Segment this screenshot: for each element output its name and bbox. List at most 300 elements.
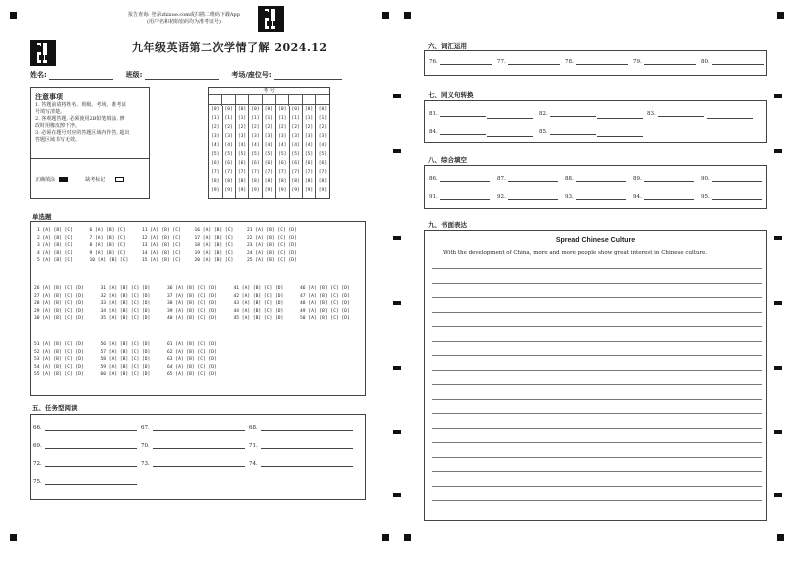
item-number: 74.	[249, 461, 258, 467]
exam-id-digit-bubble[interactable]: [6]	[304, 161, 314, 166]
writing-line[interactable]	[432, 283, 762, 284]
exam-id-digit-bubble[interactable]: [9]	[211, 188, 220, 193]
exam-id-digit-bubble[interactable]: [7]	[211, 170, 220, 175]
task-reading-box	[30, 414, 366, 500]
exam-id-column	[209, 106, 223, 198]
seat-field[interactable]	[274, 72, 342, 80]
mc-question[interactable]: 8 [A] [B] [C]	[89, 243, 126, 248]
answer-line[interactable]	[45, 461, 137, 467]
exam-id-digit-bubble[interactable]: [3]	[251, 134, 260, 139]
exam-id-digit-bubble[interactable]: [2]	[264, 125, 273, 130]
timing-mark	[393, 236, 401, 240]
item-number: 89.	[633, 176, 642, 182]
seat-label: 考场/座位号:	[231, 71, 272, 79]
mc-question[interactable]: 59 [A] [B] [C] [D]	[100, 364, 151, 370]
cloze-item	[701, 176, 762, 182]
answer-line[interactable]	[576, 194, 626, 200]
mc-question[interactable]: 43 [A] [B] [C] [D]	[233, 301, 284, 306]
exam-id-digit-bubble[interactable]: [5]	[318, 152, 328, 157]
exam-id-digit-bubble[interactable]: [4]	[291, 143, 300, 148]
qr-code-icon	[30, 40, 56, 66]
item-number: 70.	[141, 443, 150, 449]
timing-mark	[774, 301, 782, 305]
exam-id-digit-bubble[interactable]: [8]	[278, 179, 287, 184]
query-note	[114, 12, 254, 26]
mc-question[interactable]: 33 [A] [B] [C] [D]	[100, 301, 151, 306]
vocab-item	[633, 59, 696, 65]
answer-line[interactable]	[440, 59, 492, 65]
exam-id-digit-bubble[interactable]: [2]	[318, 125, 328, 130]
corner-mark	[382, 12, 389, 19]
mc-box	[30, 221, 366, 396]
answer-line[interactable]	[597, 118, 643, 119]
timing-mark	[774, 366, 782, 370]
exam-id-digit-bubble[interactable]: [8]	[318, 179, 328, 184]
mc-question[interactable]: 49 [A] [B] [C] [D]	[300, 308, 350, 314]
exam-id-digit-bubble[interactable]: [0]	[251, 107, 260, 112]
task-reading-item	[141, 443, 245, 449]
exam-id-digit-bubble[interactable]: [7]	[278, 170, 287, 175]
exam-id-digit-bubble[interactable]: [6]	[224, 161, 233, 166]
mc-question[interactable]: 50 [A] [B] [C] [D]	[300, 316, 350, 321]
exam-id-digit-bubble[interactable]: [2]	[211, 125, 220, 130]
mc-question[interactable]: 27 [A] [B] [C] [D]	[34, 293, 84, 299]
notice-line: 答题区域书写无效。	[35, 137, 81, 143]
exam-id-digit-bubble[interactable]: [0]	[224, 107, 233, 112]
timing-mark	[393, 301, 401, 305]
exam-id-digit-bubble[interactable]: [0]	[304, 107, 314, 112]
exam-id-digit-bubble[interactable]: [8]	[251, 179, 260, 184]
exam-id-digit-bubble[interactable]: [8]	[237, 179, 247, 184]
mc-column	[101, 341, 151, 379]
cloze-item	[565, 176, 626, 182]
exam-id-digit-bubble[interactable]: [2]	[224, 125, 233, 130]
answer-line[interactable]	[487, 118, 533, 119]
mc-question[interactable]: 42 [A] [B] [C] [D]	[233, 293, 284, 299]
exam-id-digit-bubble[interactable]: [5]	[291, 152, 300, 157]
name-label: 姓名:	[30, 71, 47, 79]
mc-question[interactable]: 15 [A] [B] [C]	[142, 258, 181, 263]
exam-id-digit-bubble[interactable]: [3]	[304, 134, 314, 139]
answer-line[interactable]	[576, 176, 626, 182]
mc-question[interactable]: 39 [A] [B] [C] [D]	[167, 308, 217, 314]
exam-id-digit-bubble[interactable]: [7]	[304, 170, 314, 175]
notice-line: 3. 必须在题号对应的答题区域内作答, 超出	[35, 130, 130, 136]
writing-line[interactable]	[432, 341, 762, 342]
exam-id-digit-bubble[interactable]: [2]	[278, 125, 287, 130]
answer-line[interactable]	[153, 425, 245, 431]
mc-question[interactable]: 60 [A] [B] [C] [D]	[100, 372, 151, 377]
exam-id-digit-bubble[interactable]: [2]	[251, 125, 260, 130]
exam-id-digit-bubble[interactable]: [3]	[211, 134, 220, 139]
exam-id-digit-bubble[interactable]: [6]	[211, 161, 220, 166]
writing-box	[424, 230, 767, 521]
item-number: 69.	[33, 443, 42, 449]
mc-question[interactable]: 53 [A] [B] [C] [D]	[34, 357, 84, 362]
writing-line[interactable]	[432, 384, 762, 385]
exam-id-digit-bubble[interactable]: [9]	[278, 188, 287, 193]
writing-line[interactable]	[432, 326, 762, 327]
answer-line[interactable]	[597, 136, 643, 137]
mc-column	[234, 285, 284, 323]
exam-id-digit-bubble[interactable]: [9]	[264, 188, 273, 193]
notice-line: 改时用橡皮擦干净。	[35, 123, 81, 129]
writing-line[interactable]	[432, 442, 762, 443]
mc-question[interactable]: 56 [A] [B] [C] [D]	[100, 342, 151, 347]
mc-title: 单选题	[32, 213, 52, 221]
mc-question[interactable]: 28 [A] [B] [C] [D]	[34, 301, 84, 306]
exam-id-digit-bubble[interactable]: [5]	[237, 152, 247, 157]
writing-line[interactable]	[432, 297, 762, 298]
synonym-item	[539, 129, 596, 135]
task-reading-item	[249, 443, 353, 449]
mc-question[interactable]: 30 [A] [B] [C] [D]	[34, 316, 84, 321]
exam-id-digit-bubble[interactable]: [0]	[211, 107, 220, 112]
exam-id-digit-bubble[interactable]: [1]	[278, 116, 287, 121]
exam-id-digit-bubble[interactable]: [7]	[251, 170, 260, 175]
mc-question[interactable]: 63 [A] [B] [C] [D]	[167, 357, 217, 362]
answer-line[interactable]	[45, 479, 137, 485]
notice-line: 号填写清楚。	[35, 109, 66, 115]
writing-line[interactable]	[432, 370, 762, 371]
mc-column	[167, 341, 217, 379]
synonym-item	[429, 129, 486, 135]
exam-id-digit-bubble[interactable]: [2]	[291, 125, 300, 130]
corner-mark	[10, 12, 17, 19]
writing-line[interactable]	[432, 471, 762, 472]
writing-line[interactable]	[432, 312, 762, 313]
answer-line[interactable]	[658, 111, 704, 117]
mc-question[interactable]: 41 [A] [B] [C] [D]	[233, 286, 284, 291]
item-number: 67.	[141, 425, 150, 431]
exam-id-digit-bubble[interactable]: [8]	[291, 179, 300, 184]
writing-line[interactable]	[432, 500, 762, 501]
exam-id-digit-bubble[interactable]: [2]	[304, 125, 314, 130]
mc-question[interactable]: 36 [A] [B] [C] [D]	[167, 286, 217, 291]
exam-id-digit-bubble[interactable]: [0]	[237, 107, 247, 112]
answer-line[interactable]	[712, 176, 762, 182]
item-number: 77.	[497, 59, 506, 65]
answer-line[interactable]	[550, 111, 596, 117]
exam-id-digit-bubble[interactable]: [7]	[224, 170, 233, 175]
exam-id-digit-bubble[interactable]: [4]	[251, 143, 260, 148]
exam-id-digit-bubble[interactable]: [2]	[237, 125, 247, 130]
cloze-title: 八、综合填空	[428, 156, 467, 164]
answer-line[interactable]	[508, 59, 560, 65]
mc-column	[300, 285, 350, 323]
task-reading-title: 五、任务型阅读	[32, 404, 78, 412]
mc-question[interactable]: 55 [A] [B] [C] [D]	[34, 372, 84, 377]
mc-question[interactable]: 47 [A] [B] [C] [D]	[300, 293, 350, 299]
corner-mark	[777, 534, 784, 541]
exam-id-column	[236, 106, 250, 198]
exam-id-digit-bubble[interactable]: [1]	[211, 116, 220, 121]
answer-line[interactable]	[644, 194, 694, 200]
exam-id-digit-bubble[interactable]: [4]	[237, 143, 247, 148]
synonym-item	[539, 111, 596, 117]
item-number: 91.	[429, 194, 438, 200]
exam-id-column	[276, 106, 290, 198]
mc-question[interactable]: 14 [A] [B] [C]	[142, 250, 181, 256]
item-number: 80.	[701, 59, 710, 65]
mc-question[interactable]: 11 [A] [B] [C]	[142, 228, 181, 233]
item-number: 95.	[701, 194, 710, 200]
item-number: 82.	[539, 111, 548, 117]
exam-id-digit-bubble[interactable]: [5]	[251, 152, 260, 157]
answer-line[interactable]	[707, 118, 753, 119]
exam-id-digit-bubble[interactable]: [3]	[278, 134, 287, 139]
exam-id-digit-bubble[interactable]: [3]	[264, 134, 273, 139]
mc-question[interactable]: 52 [A] [B] [C] [D]	[34, 349, 84, 355]
mc-question[interactable]: 54 [A] [B] [C] [D]	[34, 364, 84, 370]
exam-id-digit-bubble[interactable]: [4]	[264, 143, 273, 148]
exam-id-digit-bubble[interactable]: [1]	[251, 116, 260, 121]
mc-question[interactable]: 20 [A] [B] [C]	[194, 258, 234, 263]
timing-mark	[393, 366, 401, 370]
cloze-item	[497, 194, 558, 200]
exam-id-digit-bubble[interactable]: [4]	[224, 143, 233, 148]
exam-id-digit-bubble[interactable]: [4]	[304, 143, 314, 148]
answer-line[interactable]	[440, 129, 486, 135]
item-number: 76.	[429, 59, 438, 65]
exam-id-digit-bubble[interactable]: [7]	[237, 170, 247, 175]
mc-question[interactable]: 48 [A] [B] [C] [D]	[300, 301, 350, 306]
exam-id-column	[289, 106, 303, 198]
mc-question[interactable]: 64 [A] [B] [C] [D]	[167, 364, 217, 370]
exam-id-digit-bubble[interactable]: [5]	[224, 152, 233, 157]
exam-id-digit-bubble[interactable]: [3]	[291, 134, 300, 139]
synonym-item	[647, 111, 704, 117]
exam-id-digit-bubble[interactable]: [5]	[278, 152, 287, 157]
cloze-item	[497, 176, 558, 182]
synonym-item	[429, 111, 486, 117]
exam-id-digit-bubble[interactable]: [9]	[251, 188, 260, 193]
task-reading-item	[33, 425, 137, 431]
answer-line[interactable]	[508, 176, 558, 182]
class-field[interactable]	[145, 72, 219, 80]
exam-id-digit-bubble[interactable]: [6]	[264, 161, 273, 166]
answer-line[interactable]	[487, 136, 533, 137]
cloze-box	[424, 165, 767, 209]
name-field[interactable]	[49, 72, 113, 80]
mc-question[interactable]: 3 [A] [B] [C]	[37, 243, 73, 248]
mc-question[interactable]: 23 [A] [B] [C] [D]	[247, 243, 297, 248]
answer-line[interactable]	[508, 194, 558, 200]
answer-line[interactable]	[712, 194, 762, 200]
exam-id-digit-bubble[interactable]: [8]	[304, 179, 314, 184]
exam-id-digit-bubble[interactable]: [7]	[264, 170, 273, 175]
filled-box-icon	[59, 177, 68, 182]
item-number: 66.	[33, 425, 42, 431]
mc-question[interactable]: 58 [A] [B] [C] [D]	[100, 357, 151, 362]
mc-question[interactable]: 7 [A] [B] [C]	[89, 235, 126, 241]
mc-question[interactable]: 40 [A] [B] [C] [D]	[167, 316, 217, 321]
exam-id-digit-bubble[interactable]: [0]	[264, 107, 273, 112]
corner-mark	[10, 534, 17, 541]
exam-id-digit-bubble[interactable]: [7]	[318, 170, 328, 175]
exam-id-digit-bubble[interactable]: [6]	[291, 161, 300, 166]
exam-id-digit-bubble[interactable]: [3]	[237, 134, 247, 139]
exam-id-grid	[208, 87, 330, 199]
exam-id-digit-bubble[interactable]: [5]	[264, 152, 273, 157]
answer-line[interactable]	[261, 443, 353, 449]
absent-checkbox[interactable]	[115, 177, 124, 182]
item-number: 68.	[249, 425, 258, 431]
exam-id-digit-bubble[interactable]: [1]	[224, 116, 233, 121]
item-number: 84.	[429, 129, 438, 135]
mc-question[interactable]: 25 [A] [B] [C] [D]	[247, 258, 297, 263]
mc-question[interactable]: 29 [A] [B] [C] [D]	[34, 308, 84, 314]
answer-line[interactable]	[550, 129, 596, 135]
mc-question[interactable]: 38 [A] [B] [C] [D]	[167, 301, 217, 306]
mc-question[interactable]: 17 [A] [B] [C]	[194, 235, 234, 241]
mc-question[interactable]: 12 [A] [B] [C]	[142, 235, 181, 241]
answer-line[interactable]	[45, 443, 137, 449]
mc-question[interactable]: 32 [A] [B] [C] [D]	[100, 293, 151, 299]
mc-column	[195, 227, 234, 265]
exam-id-column	[316, 106, 330, 198]
exam-id-digit-bubble[interactable]: [5]	[304, 152, 314, 157]
exam-id-digit-bubble[interactable]: [5]	[211, 152, 220, 157]
mc-question[interactable]: 10 [A] [B] [C]	[89, 258, 129, 263]
mc-question[interactable]: 26 [A] [B] [C] [D]	[34, 286, 84, 291]
item-number: 87.	[497, 176, 506, 182]
mc-question[interactable]: 19 [A] [B] [C]	[194, 250, 234, 256]
writing-line[interactable]	[432, 268, 762, 269]
mc-question[interactable]: 4 [A] [B] [C]	[37, 250, 73, 256]
timing-mark	[393, 430, 401, 434]
item-number: 75.	[33, 479, 42, 485]
exam-id-digit-bubble[interactable]: [8]	[264, 179, 273, 184]
mc-question[interactable]: 34 [A] [B] [C] [D]	[100, 308, 151, 314]
mc-question[interactable]: 18 [A] [B] [C]	[194, 243, 234, 248]
mc-question[interactable]: 35 [A] [B] [C] [D]	[100, 316, 151, 321]
corner-mark	[404, 12, 411, 19]
answer-line[interactable]	[644, 59, 696, 65]
answer-line[interactable]	[440, 111, 486, 117]
mc-question[interactable]: 46 [A] [B] [C] [D]	[300, 286, 350, 291]
answer-line[interactable]	[153, 443, 245, 449]
mc-question[interactable]: 62 [A] [B] [C] [D]	[167, 349, 217, 355]
mc-column	[142, 227, 181, 265]
exam-id-digit-bubble[interactable]: [6]	[237, 161, 247, 166]
query-note-line-1: 报告查询: 登录zhixue.com或扫描二维码下载App	[128, 12, 240, 18]
vocab-item	[701, 59, 764, 65]
exam-id-digit-bubble[interactable]: [6]	[318, 161, 328, 166]
mc-question[interactable]: 57 [A] [B] [C] [D]	[100, 349, 151, 355]
mc-question[interactable]: 2 [A] [B] [C]	[37, 235, 73, 241]
exam-id-digit-bubble[interactable]: [9]	[224, 188, 233, 193]
mc-question[interactable]: 44 [A] [B] [C] [D]	[233, 308, 284, 314]
notice-box	[30, 87, 150, 199]
exam-id-digit-bubble[interactable]: [4]	[211, 143, 220, 148]
exam-id-digit-bubble[interactable]: [4]	[318, 143, 328, 148]
mc-question[interactable]: 22 [A] [B] [C] [D]	[247, 235, 297, 241]
exam-id-digit-bubble[interactable]: [9]	[318, 188, 328, 193]
writing-line[interactable]	[432, 486, 762, 487]
exam-id-digit-bubble[interactable]: [8]	[211, 179, 220, 184]
mc-column	[101, 285, 151, 323]
mc-question[interactable]: 45 [A] [B] [C] [D]	[233, 316, 284, 321]
exam-id-digit-bubble[interactable]: [1]	[318, 116, 328, 121]
item-number: 83.	[647, 111, 656, 117]
item-number: 86.	[429, 176, 438, 182]
writing-line[interactable]	[432, 457, 762, 458]
exam-id-digit-bubble[interactable]: [8]	[224, 179, 233, 184]
answer-line[interactable]	[440, 194, 490, 200]
info-line	[30, 70, 342, 80]
exam-id-digit-bubble[interactable]: [3]	[318, 134, 328, 139]
mc-question[interactable]: 5 [A] [B] [C]	[37, 258, 73, 263]
writing-line[interactable]	[432, 428, 762, 429]
exam-id-digit-bubble[interactable]: [4]	[278, 143, 287, 148]
mc-question[interactable]: 13 [A] [B] [C]	[142, 243, 181, 248]
writing-line[interactable]	[432, 355, 762, 356]
answer-line[interactable]	[45, 425, 137, 431]
writing-line[interactable]	[432, 399, 762, 400]
writing-line[interactable]	[432, 413, 762, 414]
exam-id-digit-bubble[interactable]: [1]	[237, 116, 247, 121]
vocab-title: 六、词汇运用	[428, 42, 467, 50]
exam-id-digit-bubble[interactable]: [1]	[304, 116, 314, 121]
exam-id-digit-bubble[interactable]: [9]	[237, 188, 247, 193]
mc-column	[34, 285, 84, 323]
mc-question[interactable]: 65 [A] [B] [C] [D]	[167, 372, 217, 377]
exam-id-digit-bubble[interactable]: [0]	[278, 107, 287, 112]
exam-id-digit-bubble[interactable]: [1]	[291, 116, 300, 121]
mc-question[interactable]: 61 [A] [B] [C] [D]	[167, 342, 217, 347]
mc-question[interactable]: 31 [A] [B] [C] [D]	[100, 286, 151, 291]
exam-id-digit-bubble[interactable]: [0]	[318, 107, 328, 112]
timing-mark	[393, 493, 401, 497]
exam-id-digit-bubble[interactable]: [1]	[264, 116, 273, 121]
answer-line[interactable]	[644, 176, 694, 182]
corner-mark	[404, 534, 411, 541]
exam-id-digit-bubble[interactable]: [9]	[291, 188, 300, 193]
mc-question[interactable]: 37 [A] [B] [C] [D]	[167, 293, 217, 299]
mc-question[interactable]: 1 [A] [B] [C]	[37, 228, 73, 233]
exam-id-digit-bubble[interactable]: [9]	[304, 188, 314, 193]
exam-id-header: 考 号	[209, 88, 329, 95]
vocab-item	[565, 59, 628, 65]
mc-question[interactable]: 51 [A] [B] [C] [D]	[34, 342, 84, 347]
answer-line[interactable]	[440, 176, 490, 182]
mc-question[interactable]: 6 [A] [B] [C]	[89, 228, 126, 233]
answer-line[interactable]	[576, 59, 628, 65]
answer-line[interactable]	[712, 59, 764, 65]
exam-id-digit-bubble[interactable]: [6]	[251, 161, 260, 166]
answer-line[interactable]	[153, 461, 245, 467]
item-number: 78.	[565, 59, 574, 65]
mc-question[interactable]: 24 [A] [B] [C] [D]	[247, 250, 297, 256]
mc-question[interactable]: 16 [A] [B] [C]	[194, 228, 234, 233]
exam-id-digit-bubble[interactable]: [7]	[291, 170, 300, 175]
mc-column	[247, 227, 297, 265]
exam-id-digit-bubble[interactable]: [3]	[224, 134, 233, 139]
cloze-item	[633, 176, 694, 182]
task-reading-item	[141, 461, 245, 467]
item-number: 72.	[33, 461, 42, 467]
cloze-item	[429, 176, 490, 182]
essay-first-line: With the development of China, more and more people show great interest in Chinese culture.	[443, 250, 708, 256]
mc-question[interactable]: 21 [A] [B] [C] [D]	[247, 228, 297, 233]
answer-line[interactable]	[261, 461, 353, 467]
synonym-title: 七、同义句转换	[428, 91, 474, 99]
answer-line[interactable]	[261, 425, 353, 431]
exam-id-digit-bubble[interactable]: [0]	[291, 107, 300, 112]
exam-id-digit-bubble[interactable]: [6]	[278, 161, 287, 166]
mc-question[interactable]: 9 [A] [B] [C]	[89, 250, 126, 256]
